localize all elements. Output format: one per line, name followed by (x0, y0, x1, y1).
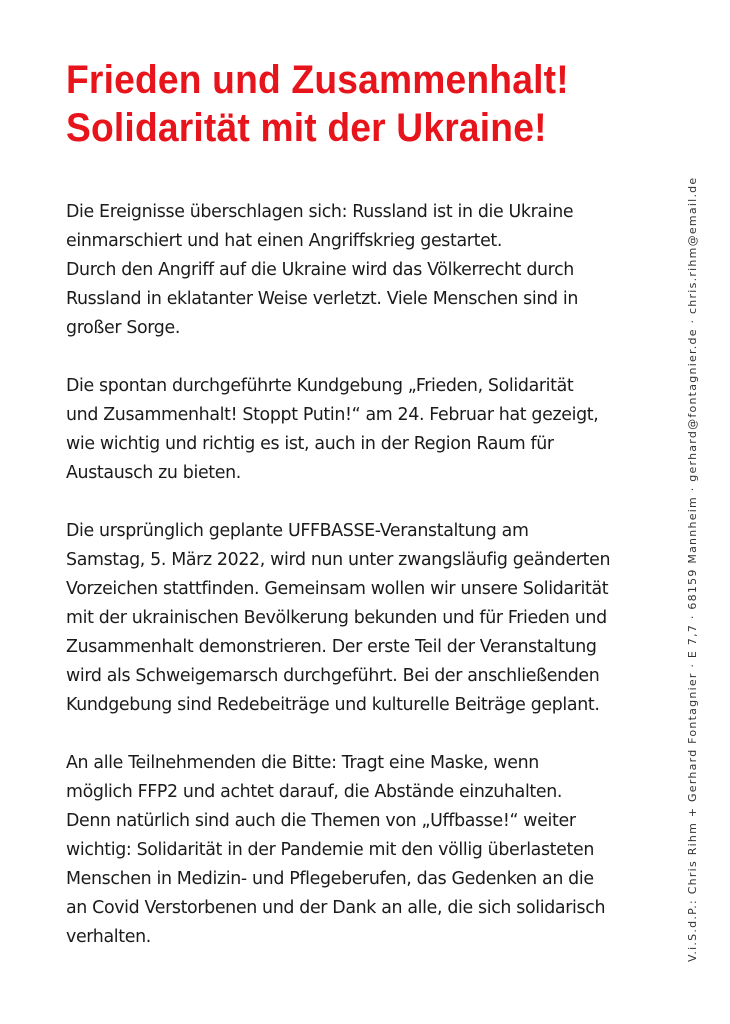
text-line: Denn natürlich sind auch die Themen von „Uffbasse!“ weiter (66, 811, 576, 831)
text-line: Menschen in Medizin- und Pflegeberufen, das Gedenken an die (66, 869, 594, 889)
text-line: großer Sorge. (66, 318, 181, 338)
text-line: Zusammenhalt demonstrieren. Der erste Teil der Veranstaltung (66, 637, 597, 657)
text-line: An alle Teilnehmenden die Bitte: Tragt eine Maske, wenn (66, 753, 539, 773)
text-line: wird als Schweigemarsch durchgeführt. Bei der anschließenden (66, 666, 600, 686)
text-line: verhalten. (66, 927, 151, 947)
text-line: Kundgebung sind Redebeiträge und kulturelle Beiträge geplant. (66, 695, 600, 715)
text-line: und Zusammenhalt! Stoppt Putin!“ am 24. Februar hat gezeigt, (66, 405, 599, 425)
text-line: Die ursprünglich geplante UFFBASSE-Veranstaltung am (66, 521, 529, 541)
paragraph-situation (66, 198, 666, 343)
text-line: Durch den Angriff auf die Ukraine wird das Völkerrecht durch (66, 260, 574, 280)
title-line-1: Frieden und Zusammenhalt! (66, 58, 569, 102)
text-line: möglich FFP2 und achtet darauf, die Abstände einzuhalten. (66, 782, 563, 802)
text-line: wie wichtig und richtig es ist, auch in der Region Raum für (66, 434, 554, 454)
text-line: Russland in eklatanter Weise verletzt. Viele Menschen sind in (66, 289, 579, 309)
text-line: wichtig: Solidarität in der Pandemie mit den völlig überlasteten (66, 840, 594, 860)
text-line: Die spontan durchgeführte Kundgebung „Frieden, Solidarität (66, 376, 574, 396)
paragraph-event (66, 517, 666, 720)
text-line: Die Ereignisse überschlagen sich: Russland ist in die Ukraine (66, 202, 574, 222)
paragraph-rally (66, 372, 666, 488)
flyer-title (66, 56, 643, 152)
paragraph-request (66, 749, 666, 952)
text-line: Samstag, 5. März 2022, wird nun unter zwangsläufig geänderten (66, 550, 611, 570)
text-line: Austausch zu bieten. (66, 463, 241, 483)
text-line: an Covid Verstorbenen und der Dank an alle, die sich solidarisch (66, 898, 606, 918)
text-line: mit der ukrainischen Bevölkerung bekunden und für Frieden und (66, 608, 607, 628)
imprint-vertical: V.i.S.d.P.: Chris Rihm + Gerhard Fontagnier · E 7,7 · 68159 Mannheim · gerhard@fontagnier.de · chris.rihm@email.de (686, 176, 699, 962)
text-line: einmarschiert und hat einen Angriffskrieg gestartet. (66, 231, 503, 251)
text-line: Vorzeichen stattfinden. Gemeinsam wollen wir unsere Solidarität (66, 579, 609, 599)
title-line-2: Solidarität mit der Ukraine! (66, 106, 547, 150)
body-text (66, 198, 666, 981)
